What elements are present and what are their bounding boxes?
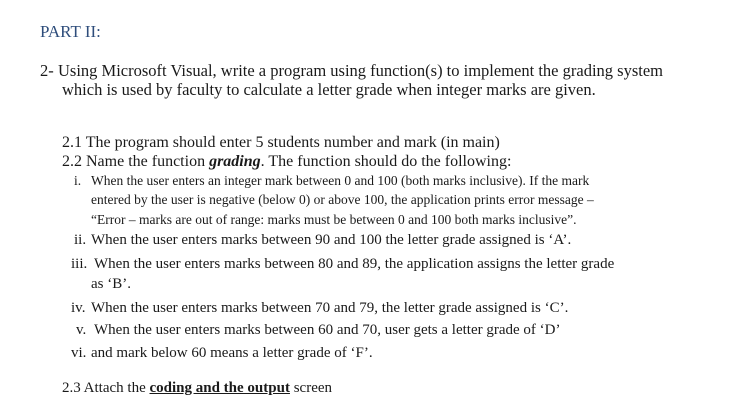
item-vi-number: vi. — [71, 345, 87, 361]
item-i-line-1: When the user enters an integer mark between 0 and 100 (both marks inclusive). If the mark — [91, 173, 590, 188]
item-iii-line-1: When the user enters marks between 80 and 89, the application assigns the letter grade — [94, 256, 615, 272]
part-title: PART II: — [40, 22, 101, 41]
item-i-line-3: “Error – marks are out of range: marks must be between 0 and 100 both marks inclusive”. — [91, 212, 577, 227]
section-2-3-emphasis: coding and the output — [149, 380, 290, 396]
item-iv-text: When the user enters marks between 70 and 79, the letter grade assigned is ‘C’. — [91, 300, 569, 316]
item-iv-number: iv. — [71, 300, 86, 316]
item-vi-text: and mark below 60 means a letter grade of ‘F’. — [91, 345, 373, 361]
function-name: grading — [209, 153, 261, 170]
question-number: 2- — [40, 61, 54, 80]
item-v-number: v. — [76, 322, 87, 338]
section-2-1: 2.1 The program should enter 5 students number and mark (in main) — [62, 134, 500, 151]
question-line-2: which is used by faculty to calculate a letter grade when integer marks are given. — [62, 80, 596, 99]
section-2-3-suffix: screen — [289, 380, 333, 396]
section-2-2-prefix: 2.2 Name the function — [62, 153, 210, 170]
item-iii-number: iii. — [71, 256, 88, 272]
item-iii-line-2: as ‘B’. — [91, 276, 131, 292]
item-ii-text: When the user enters marks between 90 and 100 the letter grade assigned is ‘A’. — [91, 232, 572, 248]
section-2-2 — [62, 153, 511, 171]
section-2-2-suffix: . The function should do the following: — [260, 153, 512, 170]
question-line-1: Using Microsoft Visual, write a program using function(s) to implement the grading system — [58, 61, 663, 80]
section-2-3-prefix: 2.3 Attach the — [62, 380, 150, 396]
item-i-line-2: entered by the user is negative (below 0) or above 100, the application prints error message – — [91, 192, 594, 207]
item-i-number: i. — [74, 173, 82, 188]
item-ii-number: ii. — [74, 232, 87, 248]
section-2-3 — [62, 380, 332, 397]
item-v-text: When the user enters marks between 60 and 70, user gets a letter grade of ‘D’ — [94, 322, 561, 338]
